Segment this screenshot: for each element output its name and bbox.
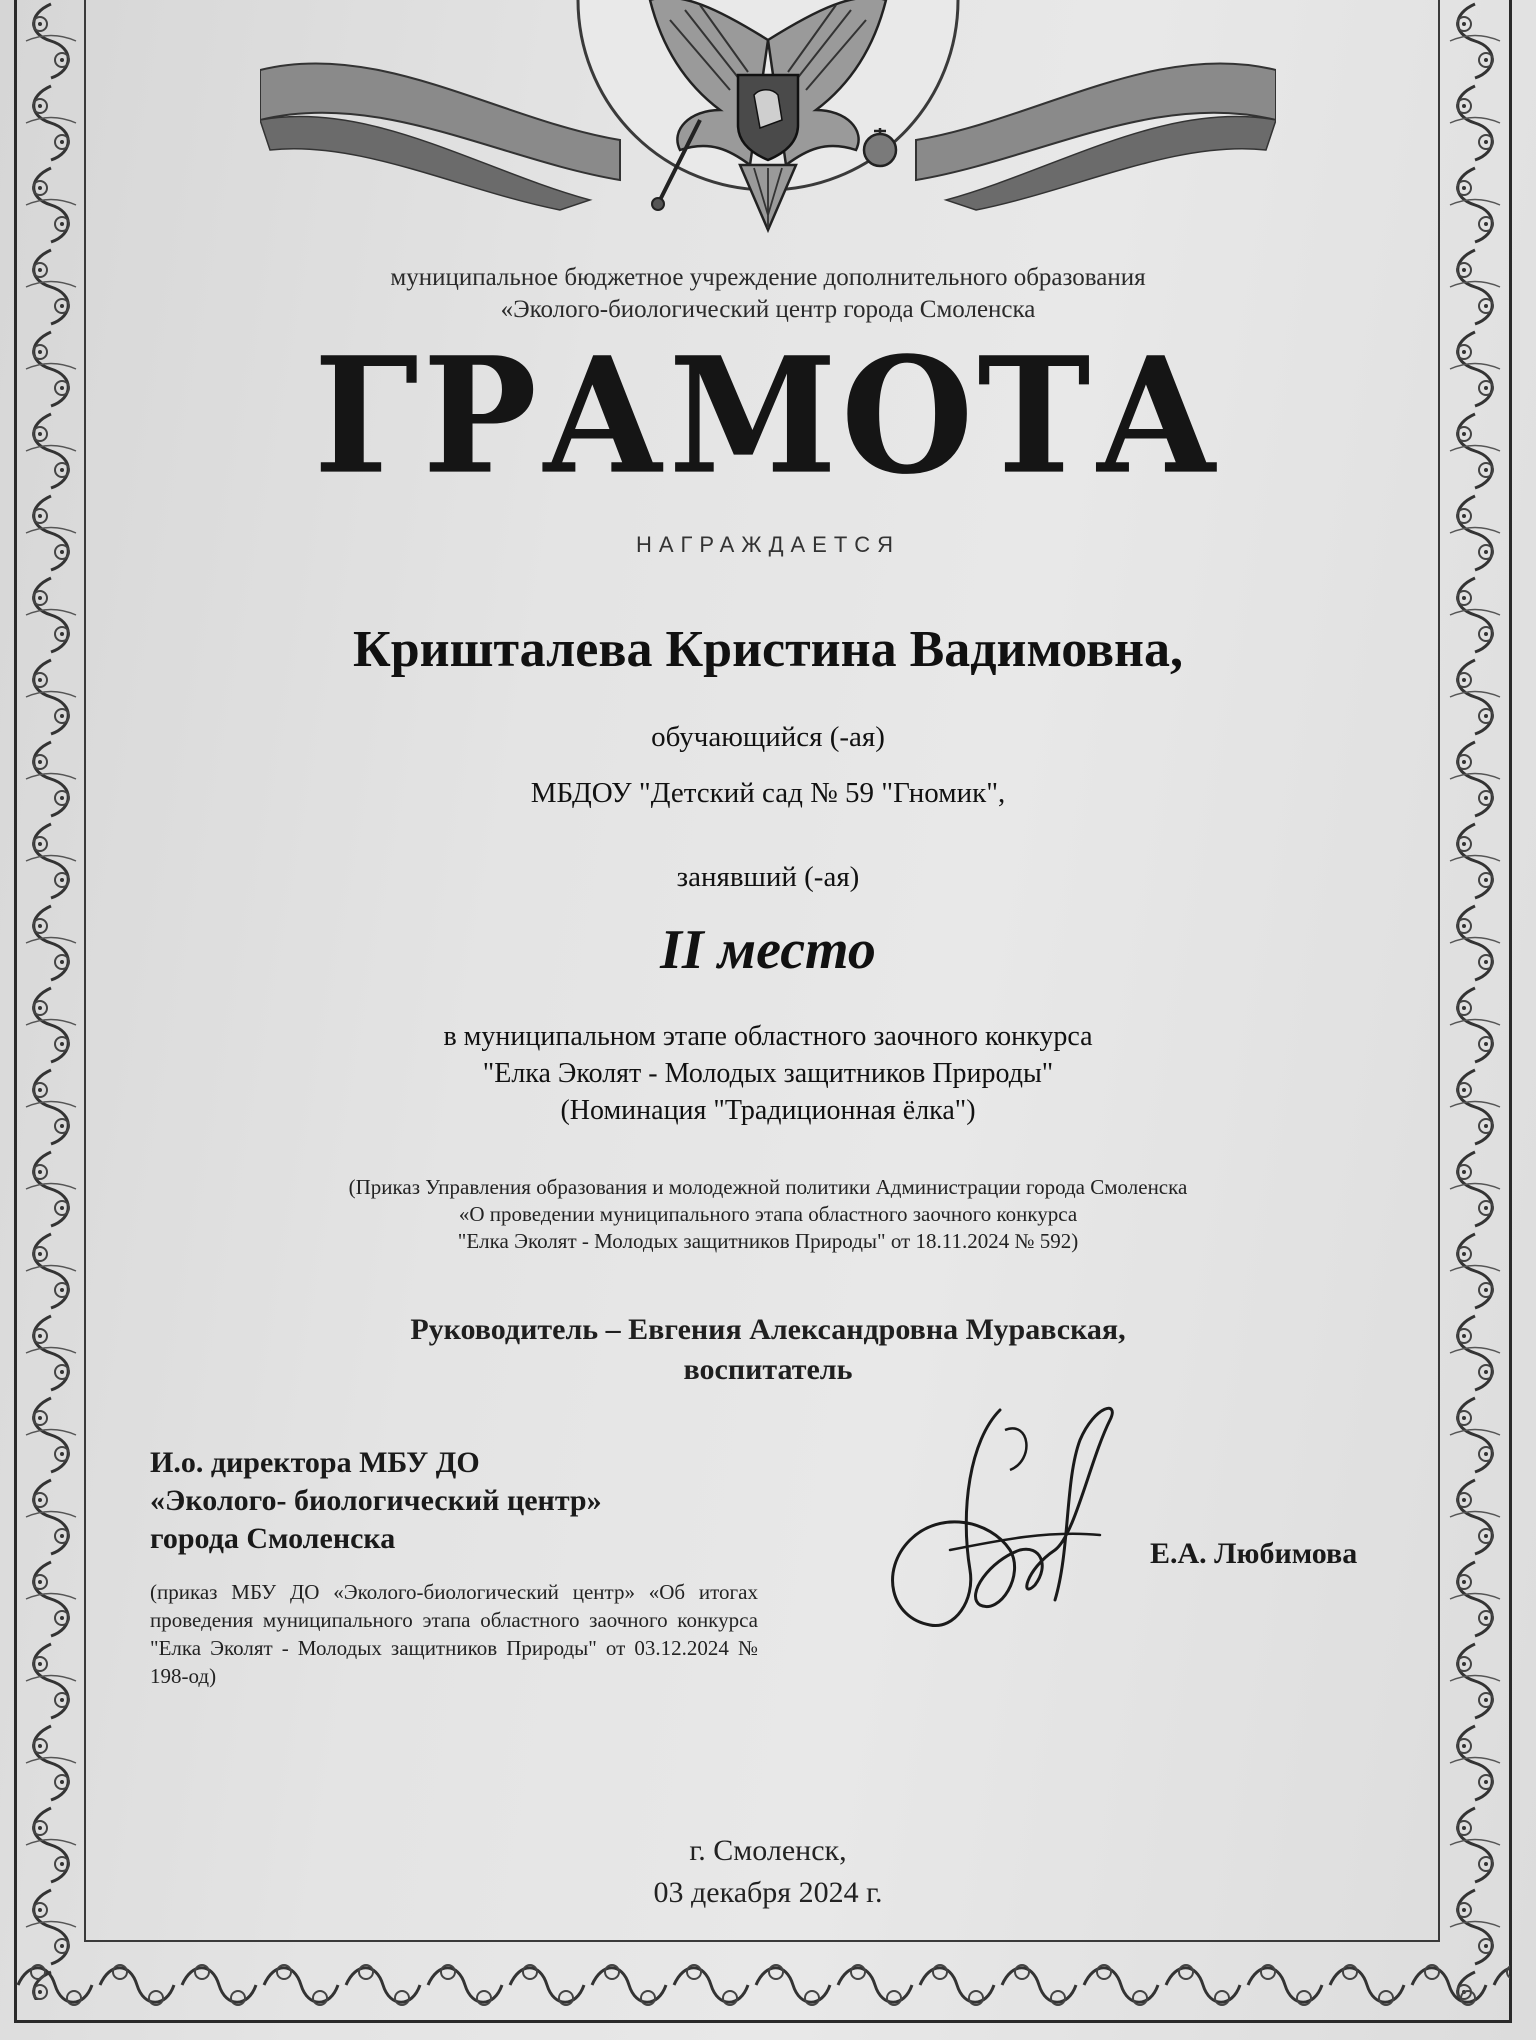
organization-line-1: муниципальное бюджетное учреждение дополнительного образования bbox=[390, 264, 1146, 291]
student-label: обучающийся (-ая) bbox=[651, 721, 885, 753]
took-label: занявший (-ая) bbox=[676, 861, 860, 893]
place-awarded: II место bbox=[660, 919, 876, 981]
organization-name bbox=[0, 262, 1536, 326]
director-title bbox=[150, 1444, 760, 1558]
director-line-2: «Эколого- биологический центр» bbox=[150, 1484, 602, 1517]
leader-line-1: Руководитель – Евгения Александровна Муравская, bbox=[410, 1313, 1126, 1346]
place-and-date bbox=[0, 1830, 1536, 1914]
order-line-2: «О проведении муниципального этапа областного заочного конкурса bbox=[458, 1202, 1078, 1226]
double-headed-eagle-emblem-icon bbox=[260, 0, 1276, 240]
awarded-label: НАГРАЖДАЕТСЯ bbox=[635, 532, 901, 557]
signatory-name: Е.А. Любимова bbox=[1150, 1537, 1358, 1570]
organization-line-2: «Эколого-биологический центр города Смоленска bbox=[500, 296, 1036, 323]
bottom-ornament-border bbox=[14, 1950, 1510, 2020]
date-label: 03 декабря 2024 г. bbox=[653, 1876, 883, 1909]
order-line-3: "Елка Эколят - Молодых защитников Природы" от 18.11.2024 № 592) bbox=[457, 1229, 1079, 1253]
order-reference bbox=[0, 1174, 1536, 1255]
institution-name: МБДОУ "Детский сад № 59 "Гномик", bbox=[530, 777, 1006, 809]
contest-line-1: в муниципальном этапе областного заочного конкурса bbox=[443, 1021, 1093, 1052]
order-line-1: (Приказ Управления образования и молодежной политики Администрации города Смоленска bbox=[348, 1175, 1188, 1199]
recipient-name: Кришталева Кристина Вадимовна, bbox=[352, 621, 1184, 678]
city-label: г. Смоленск, bbox=[689, 1834, 847, 1867]
leader-line-2: воспитатель bbox=[683, 1353, 853, 1386]
certificate-title: ГРАМОТА bbox=[313, 321, 1223, 510]
director-order-note: (приказ МБУ ДО «Эколого-биологический центр» «Об итогах проведения муниципального этапа областного заочного конкурса "Елка Эколят - Молодых защитников Природы" от 03.12.2024 № 198-од) bbox=[150, 1580, 758, 1688]
director-line-3: города Смоленска bbox=[150, 1522, 396, 1555]
handwritten-signature bbox=[850, 1400, 1130, 1660]
contest-description bbox=[0, 1018, 1536, 1129]
contest-line-2: "Елка Эколят - Молодых защитников Природы" bbox=[482, 1058, 1054, 1089]
director-line-1: И.о. директора МБУ ДО bbox=[150, 1446, 480, 1479]
contest-line-3: (Номинация "Традиционная ёлка") bbox=[560, 1095, 976, 1126]
leader-block bbox=[0, 1310, 1536, 1390]
